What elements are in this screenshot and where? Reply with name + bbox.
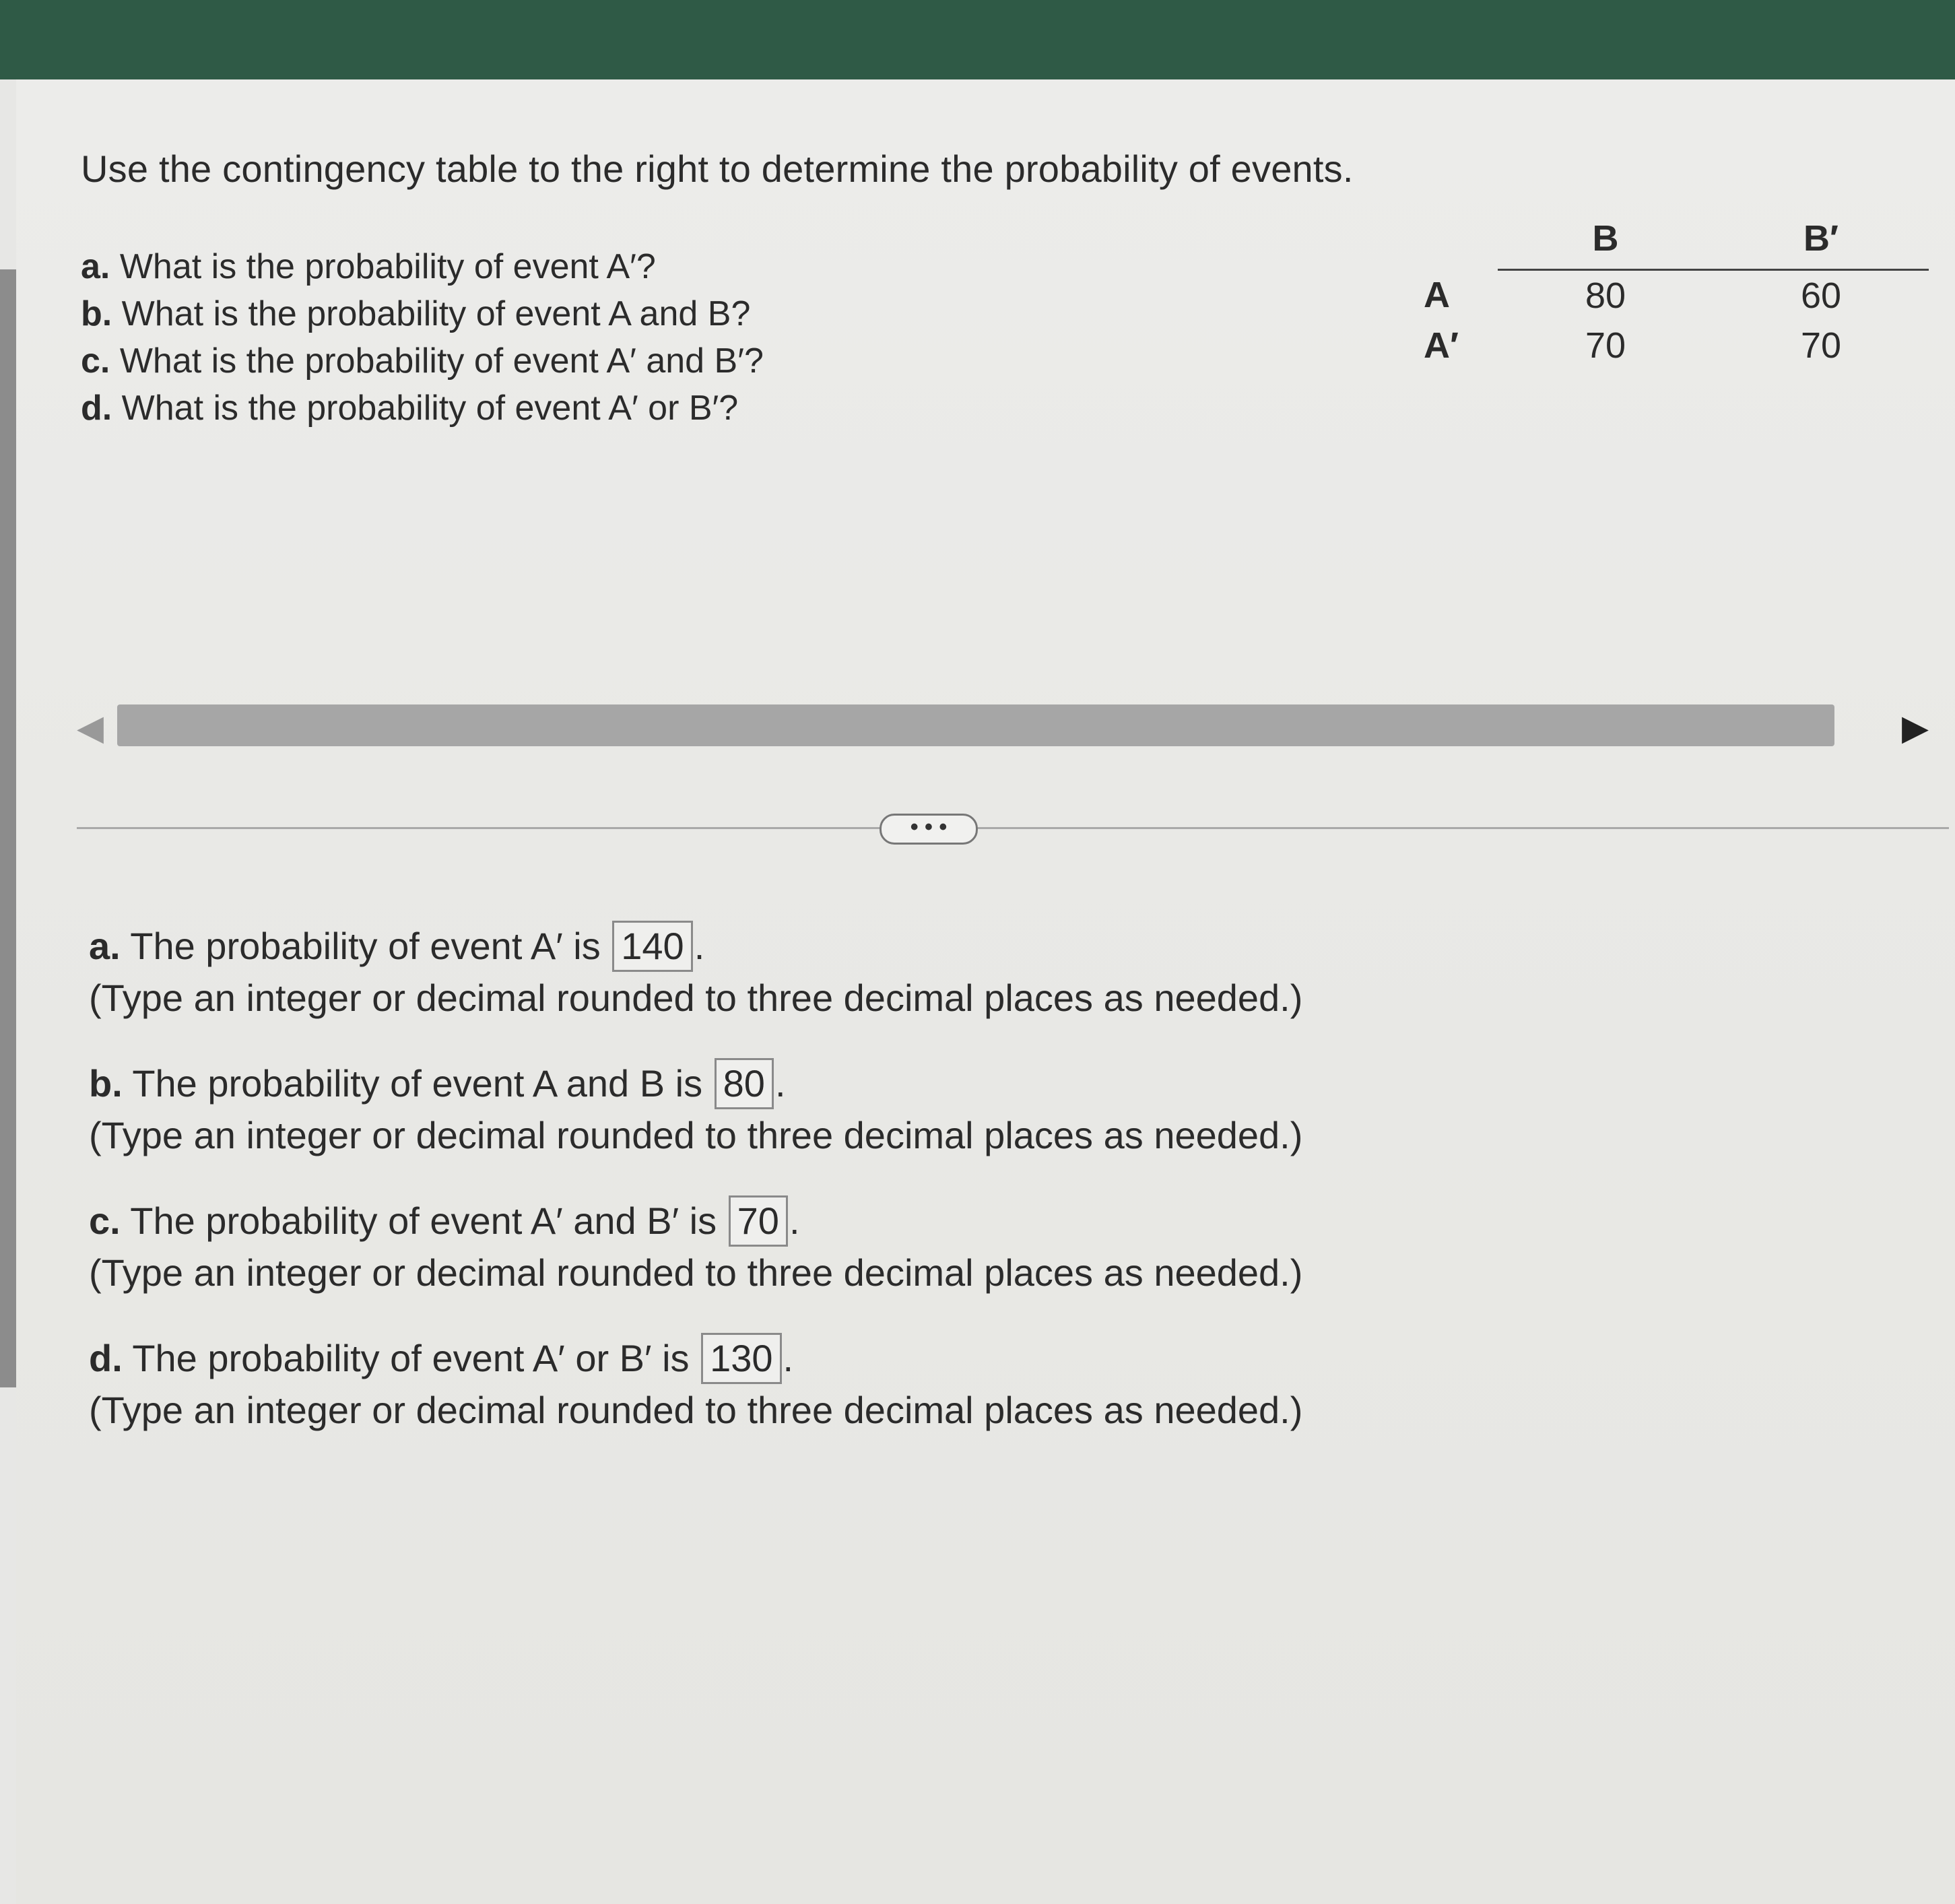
question-text: What is the probability of event A′ or B′? — [121, 389, 739, 428]
cell-a-b: 80 — [1585, 275, 1626, 316]
answer-prefix: The probability of event A and B is — [132, 1062, 703, 1105]
answer-block-b — [89, 1055, 1436, 1159]
answer-block-a — [89, 918, 1436, 1022]
answer-line — [89, 1055, 1436, 1112]
answers-area — [89, 918, 1436, 1468]
row-header-a-prime: A′ — [1424, 325, 1459, 366]
answer-prefix: The probability of event A′ and B′ is — [130, 1200, 717, 1242]
answer-input[interactable]: 140 — [612, 921, 692, 972]
question-item-d — [81, 385, 1360, 432]
row-header-a: A — [1424, 275, 1450, 316]
question-letter: c. — [81, 341, 110, 381]
answer-input[interactable]: 130 — [701, 1333, 781, 1384]
answer-hint: (Type an integer or decimal rounded to three decimal places as needed.) — [89, 977, 1303, 1019]
question-item-b — [81, 290, 1360, 337]
question-item-a — [81, 243, 1360, 290]
contingency-table — [1424, 211, 1929, 370]
question-letter: a. — [81, 247, 110, 286]
section-divider — [77, 827, 1949, 829]
top-bar — [0, 0, 1955, 79]
horizontal-scrollbar — [77, 704, 1949, 752]
answer-input[interactable]: 80 — [715, 1058, 774, 1109]
table-header-row — [1424, 211, 1929, 270]
col-header-b: B — [1498, 211, 1713, 270]
answer-hint: (Type an integer or decimal rounded to three decimal places as needed.) — [89, 1114, 1303, 1156]
question-page — [16, 79, 1955, 1904]
answer-input[interactable]: 70 — [729, 1195, 788, 1247]
answer-line — [89, 918, 1436, 975]
table-row — [1424, 270, 1929, 321]
answer-block-c — [89, 1193, 1436, 1296]
answer-suffix: . — [783, 1337, 794, 1379]
scroll-right-arrow-icon[interactable]: ▶ — [1902, 709, 1929, 748]
question-intro: Use the contingency table to the right to determine the probability of events. — [81, 147, 1354, 190]
expand-more-button[interactable]: • • • — [880, 814, 978, 845]
answer-line — [89, 1193, 1436, 1249]
table-row — [1424, 321, 1929, 370]
answer-prefix: The probability of event A′ or B′ is — [132, 1337, 690, 1379]
question-text: What is the probability of event A and B? — [121, 294, 751, 333]
answer-letter: a. — [89, 925, 121, 967]
table-corner — [1424, 211, 1498, 270]
question-letter: b. — [81, 294, 112, 333]
col-header-b-prime: B′ — [1713, 211, 1929, 270]
answer-suffix: . — [774, 1062, 786, 1105]
question-area — [81, 147, 1360, 432]
question-text: What is the probability of event A′ and B′? — [119, 341, 764, 381]
answer-letter: c. — [89, 1200, 121, 1242]
cell-a-prime-b-prime: 70 — [1800, 325, 1842, 366]
answer-line — [89, 1330, 1436, 1387]
answer-block-d — [89, 1330, 1436, 1434]
cell-a-b-prime: 60 — [1800, 275, 1842, 316]
scroll-left-arrow-icon[interactable]: ◀ — [77, 709, 104, 748]
answer-hint: (Type an integer or decimal rounded to three decimal places as needed.) — [89, 1251, 1303, 1294]
question-letter: d. — [81, 389, 112, 428]
answer-suffix: . — [789, 1200, 800, 1242]
scrollbar-thumb[interactable] — [117, 704, 1834, 746]
question-item-c — [81, 337, 1360, 385]
answer-letter: b. — [89, 1062, 123, 1105]
answer-letter: d. — [89, 1337, 123, 1379]
cell-a-prime-b: 70 — [1585, 325, 1626, 366]
question-text: What is the probability of event A′? — [119, 247, 656, 286]
answer-prefix: The probability of event A′ is — [130, 925, 601, 967]
answer-hint: (Type an integer or decimal rounded to three decimal places as needed.) — [89, 1389, 1303, 1431]
answer-suffix: . — [694, 925, 705, 967]
